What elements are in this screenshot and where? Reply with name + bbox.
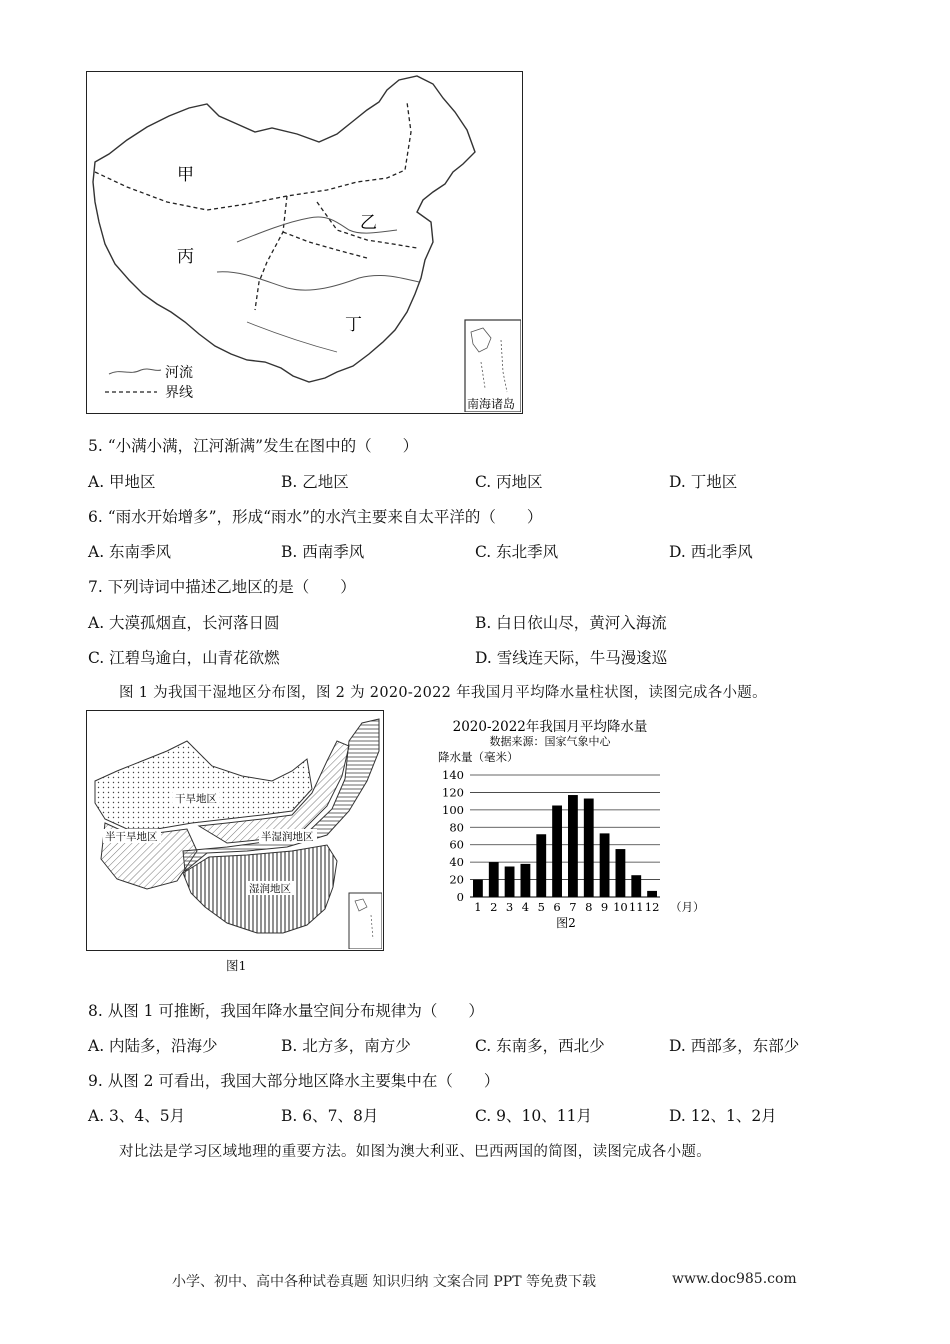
option-8a[interactable]: A. 内陆多，沿海少 xyxy=(88,1037,218,1055)
dry-wet-map xyxy=(86,710,384,951)
boundary-line xyxy=(255,196,287,310)
bar xyxy=(584,799,594,897)
bar xyxy=(568,795,578,897)
rainfall-chart xyxy=(420,715,720,935)
x-tick-label: 6 xyxy=(553,900,561,914)
x-tick-label: 5 xyxy=(537,900,545,914)
region-label-ding: 丁 xyxy=(345,315,362,335)
y-tick-label: 120 xyxy=(442,785,464,800)
question-6: 6. “雨水开始增多”，形成“雨水”的水汽主要来自太平洋的（ ） xyxy=(88,508,543,526)
bar xyxy=(616,849,626,897)
region-label-jia: 甲 xyxy=(177,165,194,185)
boundary-line xyxy=(95,102,411,210)
legend-river-icon xyxy=(109,369,161,374)
option-9b[interactable]: B. 6、7、8月 xyxy=(281,1107,379,1125)
y-tick-label: 100 xyxy=(442,802,464,817)
figure-1-caption: 图1 xyxy=(226,958,247,973)
option-7c[interactable]: C. 江碧鸟逾白，山青花欲燃 xyxy=(88,649,280,667)
arid-label: 干旱地区 xyxy=(175,793,217,805)
bars xyxy=(473,795,657,897)
footer-left: 小学、初中、高中各种试卷真题 知识归纳 文案合同 PPT 等免费下载 xyxy=(172,1274,596,1290)
option-6b[interactable]: B. 西南季风 xyxy=(281,543,365,561)
option-5a[interactable]: A. 甲地区 xyxy=(88,473,156,491)
y-tick-label: 40 xyxy=(449,855,464,870)
bar xyxy=(647,891,657,897)
inset-label: 南海诸岛 xyxy=(467,397,516,411)
y-axis-label: 降水量（毫米） xyxy=(438,750,519,764)
arid-region xyxy=(95,741,312,829)
y-tick-label: 140 xyxy=(442,768,464,782)
river-line xyxy=(217,272,419,290)
china-region-map xyxy=(86,71,523,414)
option-6a[interactable]: A. 东南季风 xyxy=(88,543,172,561)
bar xyxy=(600,833,610,897)
option-9c[interactable]: C. 9、10、11月 xyxy=(475,1107,592,1125)
rainfall-chart-svg xyxy=(420,715,720,935)
y-tick-label: 20 xyxy=(449,872,464,887)
x-axis-label: （月） xyxy=(670,900,705,914)
humid-label: 湿润地区 xyxy=(249,883,291,895)
y-tick-label: 0 xyxy=(456,890,464,904)
semi-humid-label: 半湿润地区 xyxy=(261,831,314,843)
x-tick-label: 8 xyxy=(585,900,593,914)
question-8: 8. 从图 1 可推断，我国年降水量空间分布规律为（ ） xyxy=(88,1002,484,1020)
option-8b[interactable]: B. 北方多，南方少 xyxy=(281,1037,411,1055)
question-7: 7. 下列诗词中描述乙地区的是（ ） xyxy=(88,578,356,596)
x-ticks xyxy=(474,900,659,914)
dry-wet-map-svg xyxy=(87,711,382,949)
bar xyxy=(536,834,546,897)
x-tick-label: 12 xyxy=(644,900,660,914)
x-tick-label: 2 xyxy=(490,900,498,914)
question-9: 9. 从图 2 可看出，我国大部分地区降水主要集中在（ ） xyxy=(88,1072,500,1090)
option-7d[interactable]: D. 雪线连天际，牛马漫逡巡 xyxy=(475,649,668,667)
option-6c[interactable]: C. 东北季风 xyxy=(475,543,559,561)
y-tick-label: 80 xyxy=(449,820,464,835)
figure-2-caption: 图2 xyxy=(556,916,576,930)
option-5d[interactable]: D. 丁地区 xyxy=(669,473,738,491)
x-tick-label: 4 xyxy=(521,900,530,914)
y-tick-label: 60 xyxy=(449,837,464,852)
intro-figures: 图 1 为我国干湿地区分布图，图 2 为 2020-2022 年我国月平均降水量柱状图，读图完成各小题。 xyxy=(119,685,767,701)
x-tick-label: 9 xyxy=(600,900,609,914)
intro-compare: 对比法是学习区域地理的重要方法。如图为澳大利亚、巴西两国的简图，读图完成各小题。 xyxy=(119,1144,711,1160)
y-ticks xyxy=(442,768,464,904)
bar xyxy=(521,864,531,897)
x-tick-label: 1 xyxy=(474,900,482,914)
river-line xyxy=(247,322,337,352)
bar xyxy=(552,806,562,898)
bar xyxy=(631,875,641,897)
option-9d[interactable]: D. 12、1、2月 xyxy=(669,1107,777,1125)
inset-box xyxy=(349,893,382,949)
region-label-bing: 丙 xyxy=(177,247,194,267)
x-tick-label: 7 xyxy=(569,900,577,914)
option-7b[interactable]: B. 白日依山尽，黄河入海流 xyxy=(475,614,667,632)
bar xyxy=(489,862,499,897)
option-9a[interactable]: A. 3、4、5月 xyxy=(88,1107,186,1125)
x-tick-label: 11 xyxy=(628,900,644,914)
legend-boundary-label: 界线 xyxy=(165,385,193,401)
legend-river-label: 河流 xyxy=(165,365,193,381)
option-5c[interactable]: C. 丙地区 xyxy=(475,473,543,491)
option-7a[interactable]: A. 大漠孤烟直，长河落日圆 xyxy=(88,614,280,632)
question-5: 5. “小满小满，江河渐满”发生在图中的（ ） xyxy=(88,437,419,455)
region-label-yi: 乙 xyxy=(360,213,377,233)
option-8c[interactable]: C. 东南多，西北少 xyxy=(475,1037,605,1055)
china-map-svg xyxy=(87,72,521,412)
option-6d[interactable]: D. 西北季风 xyxy=(669,543,753,561)
bar xyxy=(473,880,483,897)
x-tick-label: 3 xyxy=(505,900,514,914)
chart-title: 2020-2022年我国月平均降水量 xyxy=(452,719,648,735)
bar xyxy=(505,867,515,898)
semi-arid-label: 半干旱地区 xyxy=(105,831,158,843)
x-tick-label: 10 xyxy=(613,900,628,914)
option-8d[interactable]: D. 西部多，东部少 xyxy=(669,1037,800,1055)
option-5b[interactable]: B. 乙地区 xyxy=(281,473,349,491)
chart-subtitle: 数据来源：国家气象中心 xyxy=(489,735,611,748)
footer-link[interactable]: www.doc985.com xyxy=(672,1271,797,1287)
